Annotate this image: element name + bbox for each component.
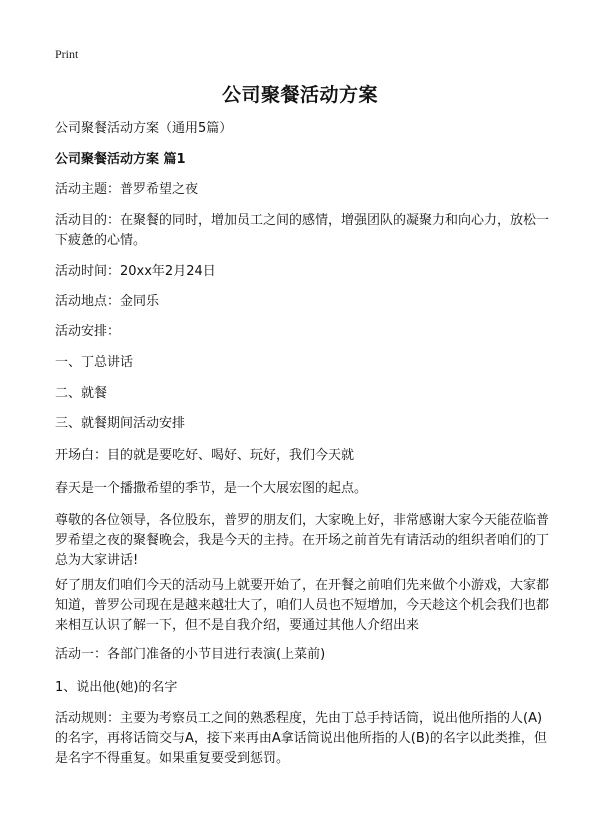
paragraph-arrangement: 活动安排： <box>55 324 121 339</box>
section-heading: 公司聚餐活动方案 篇1 <box>55 152 186 167</box>
paragraph-item-2: 二、就餐 <box>55 386 108 401</box>
paragraph-say-name: 1、说出他(她)的名字 <box>55 680 178 695</box>
paragraph-item-1: 一、丁总讲话 <box>55 355 134 370</box>
paragraph-purpose: 活动目的：在聚餐的同时，增加员工之间的感情，增强团队的凝聚力和向心力，放松一下疲惫的心情。 <box>55 213 550 248</box>
paragraph-spring: 春天是一个播撒希望的季节，是一个大展宏图的起点。 <box>55 481 368 496</box>
paragraph-rules: 活动规则：主要为考察员工之间的熟悉程度，先由丁总手持话筒，说出他所指的人(A)的名字，再将话筒交与A，接下来再由A拿话筒说出他所指的人(B)的名字以此类推，但是名字不得重复。如果重复要受到惩罚。 <box>55 711 547 766</box>
print-label: Print <box>55 47 79 61</box>
paragraph-time: 活动时间：20xx年2月24日 <box>55 264 216 279</box>
paragraph-theme: 活动主题：普罗希望之夜 <box>55 182 199 197</box>
paragraph-activity-1: 活动一：各部门准备的小节目进行表演(上菜前) <box>55 647 326 662</box>
paragraph-opening: 开场白：目的就是要吃好、喝好、玩好，我们今天就 <box>55 448 355 463</box>
document-subtitle: 公司聚餐活动方案（通用5篇） <box>55 121 233 136</box>
paragraph-greeting: 尊敬的各位领导，各位股东，普罗的朋友们，大家晚上好，非常感谢大家今天能莅临普罗希望之夜的聚餐晚会，我是今天的主持。在开场之前首先有请活动的组织者咱们的丁总为大家讲话! <box>55 513 550 568</box>
paragraph-item-3: 三、就餐期间活动安排 <box>55 416 186 431</box>
paragraph-game-intro: 好了朋友们咱们今天的活动马上就要开始了，在开餐之前咱们先来做个小游戏，大家都知道，普罗公司现在是越来越壮大了，咱们人员也不短增加，今天趁这个机会我们也都来相互认识了解一下，但不是自我介绍，要通过其他人介绍出来 <box>55 578 550 633</box>
paragraph-location: 活动地点：金同乐 <box>55 294 160 309</box>
document-title: 公司聚餐活动方案 <box>221 84 378 106</box>
